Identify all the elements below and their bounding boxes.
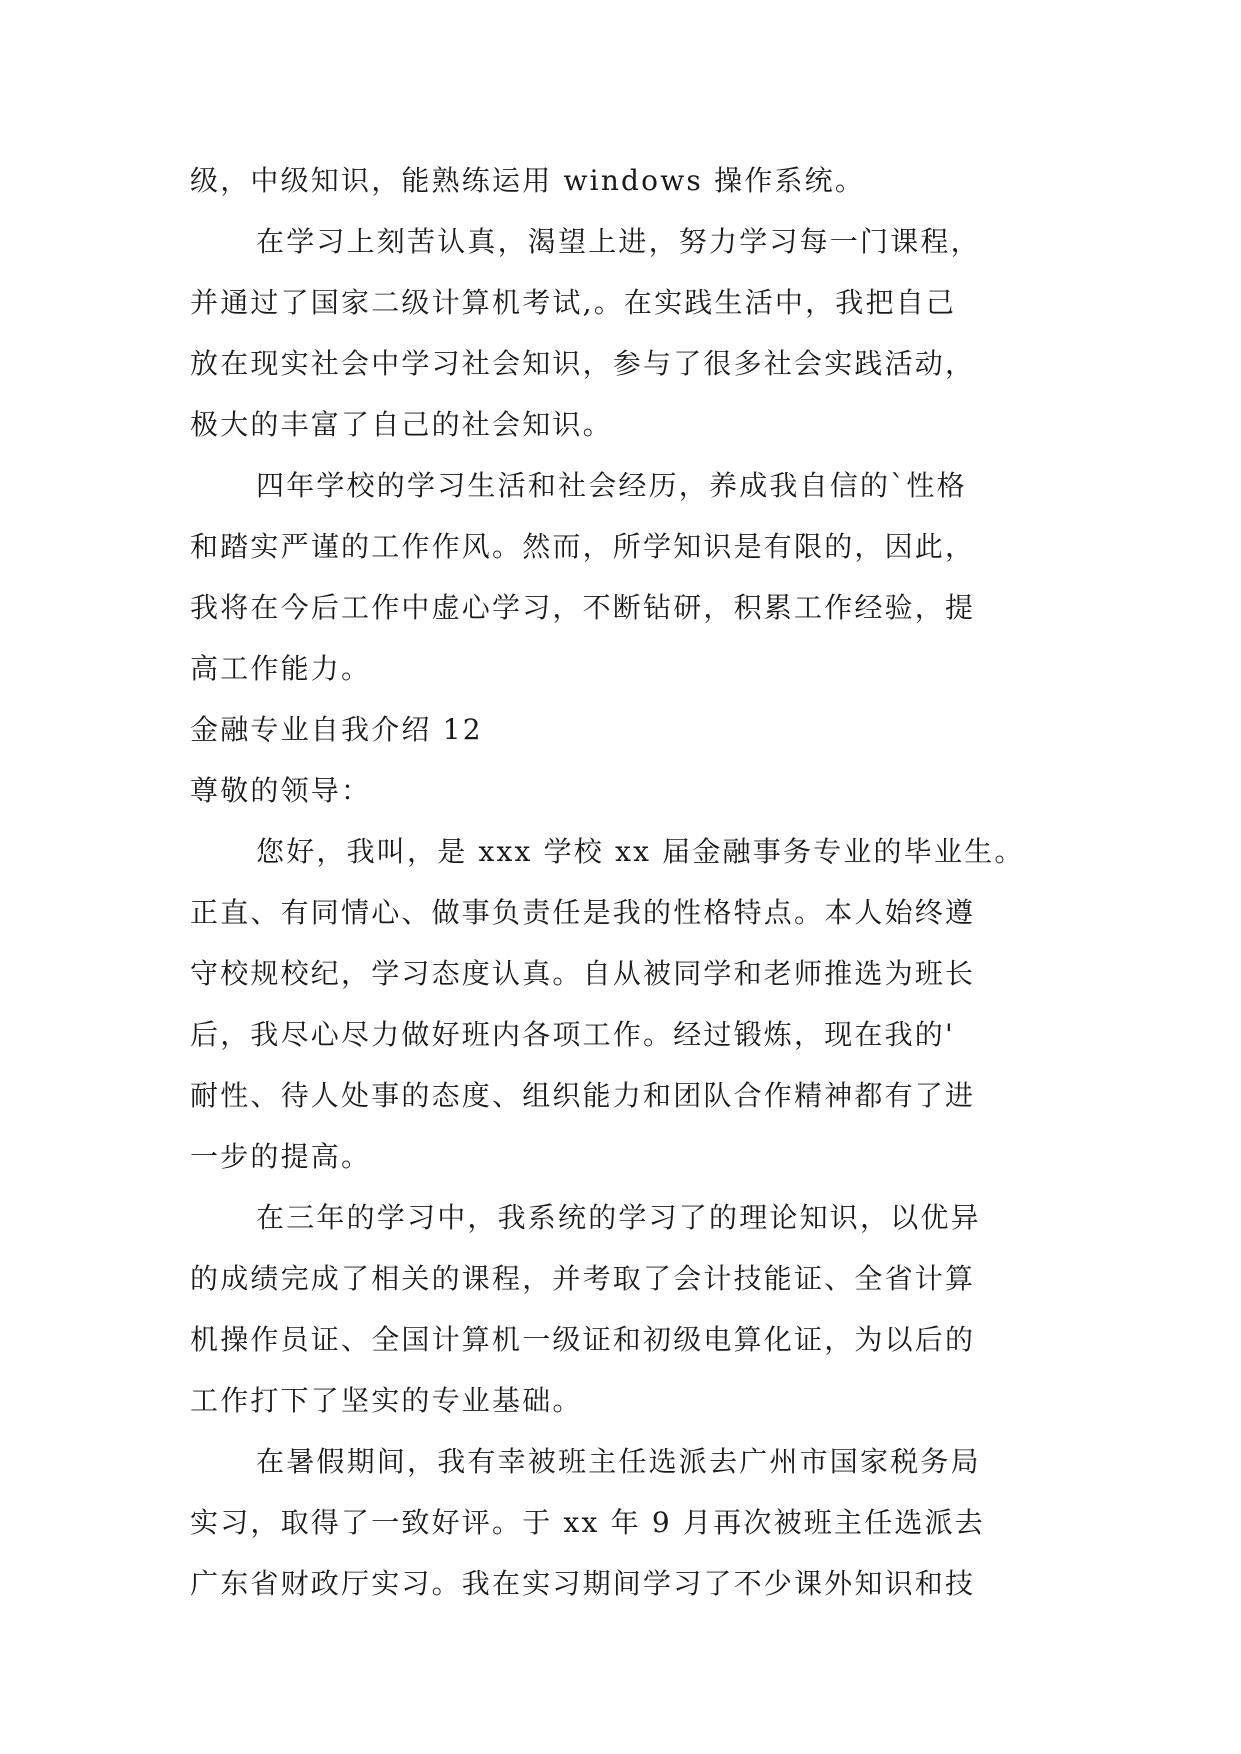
text-line-19: 的成绩完成了相关的课程，并考取了会计技能证、全省计算 bbox=[190, 1262, 976, 1295]
paragraph-study-start: 在学习上刻苦认真，渴望上进，努力学习每一门课程， bbox=[256, 225, 981, 258]
text-line-14: 守校规校纪，学习态度认真。自从被同学和老师推选为班长 bbox=[190, 957, 976, 990]
text-line-20: 机操作员证、全国计算机一级证和初级电算化证，为以后的 bbox=[190, 1323, 976, 1356]
text-line-15: 后，我尽心尽力做好班内各项工作。经过锻炼，现在我的' bbox=[190, 1018, 955, 1051]
text-line-5: 极大的丰富了自己的社会知识。 bbox=[190, 408, 613, 441]
text-line-1: 级，中级知识，能熟练运用 windows 操作系统。 bbox=[190, 164, 866, 197]
text-line-21: 工作打下了坚实的专业基础。 bbox=[190, 1384, 583, 1417]
text-line-4: 放在现实社会中学习社会知识，参与了很多社会实践活动， bbox=[190, 347, 976, 380]
text-line-24: 广东省财政厅实习。我在实习期间学习了不少课外知识和技 bbox=[190, 1567, 976, 1600]
paragraph-four-years-start: 四年学校的学习生活和社会经历，养成我自信的`性格 bbox=[256, 469, 967, 502]
text-line-9: 高工作能力。 bbox=[190, 652, 372, 685]
text-line-16: 耐性、待人处事的态度、组织能力和团队合作精神都有了进 bbox=[190, 1079, 976, 1112]
text-line-8: 我将在今后工作中虚心学习，不断钻研，积累工作经验，提 bbox=[190, 591, 976, 624]
text-line-3: 并通过了国家二级计算机考试,。在实践生活中，我把自己 bbox=[190, 286, 957, 319]
paragraph-greeting-start: 您好，我叫，是 xxx 学校 xx 届金融事务专业的毕业生。 bbox=[256, 835, 1025, 868]
text-line-13: 正直、有同情心、做事负责任是我的性格特点。本人始终遵 bbox=[190, 896, 976, 929]
text-line-7: 和踏实严谨的工作作风。然而，所学知识是有限的，因此， bbox=[190, 530, 976, 563]
paragraph-internship-start: 在暑假期间，我有幸被班主任选派去广州市国家税务局 bbox=[256, 1445, 981, 1478]
salutation: 尊敬的领导： bbox=[190, 774, 372, 807]
paragraph-three-years-start: 在三年的学习中，我系统的学习了的理论知识，以优异 bbox=[256, 1201, 981, 1234]
document-body bbox=[190, 150, 1060, 1614]
section-heading: 金融专业自我介绍 12 bbox=[190, 713, 483, 746]
text-line-17: 一步的提高。 bbox=[190, 1140, 372, 1173]
text-line-23: 实习，取得了一致好评。于 xx 年 9 月再次被班主任选派去 bbox=[190, 1506, 986, 1539]
